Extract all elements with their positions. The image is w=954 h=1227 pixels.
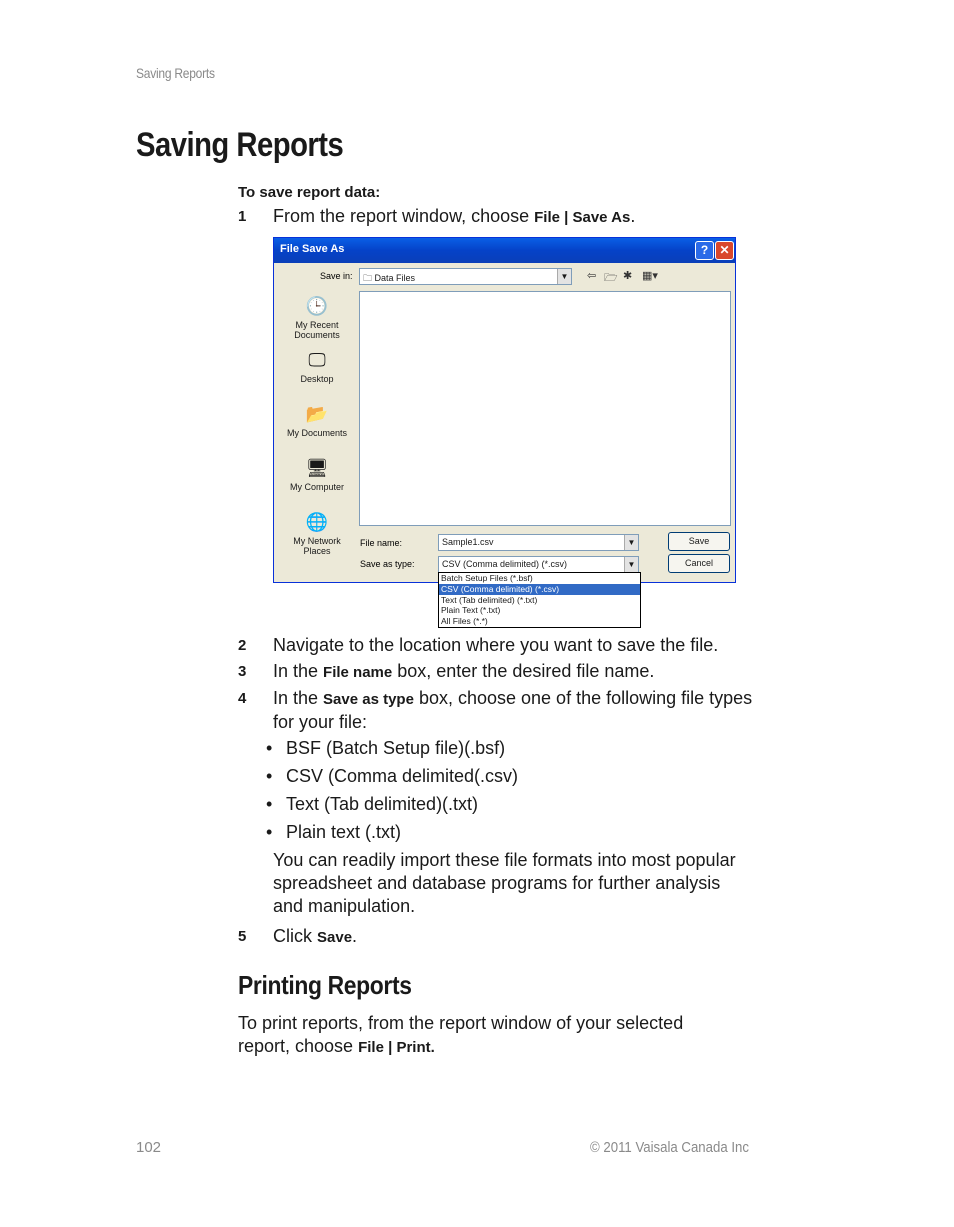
step-number: 4 (238, 690, 247, 707)
type-option[interactable]: Batch Setup Files (*.bsf) (441, 573, 533, 583)
up-folder-icon[interactable]: 🗁 (604, 272, 618, 284)
network-places-icon: 🌐 (305, 512, 329, 532)
step-text: In the Save as type box, choose one of the following file types for your file: (273, 688, 753, 732)
step-text: Navigate to the location where you want to save the file. (273, 635, 719, 655)
my-computer-icon: 🖥 (305, 458, 329, 478)
chevron-down-icon[interactable]: ▼ (624, 557, 638, 572)
formats-paragraph: You can readily import these file formats into most popular spreadsheet and database programs for further analysis and manipulation. (273, 850, 736, 916)
dialog-titlebar (274, 238, 735, 263)
save-as-type-label: Save as type: (360, 559, 415, 569)
desktop-icon: 🖵 (308, 350, 326, 370)
save-in-combo[interactable]: 🗀 Data Files ▼ (359, 268, 572, 285)
file-name-label: File name: (360, 538, 403, 548)
folder-icon: 🗀 (363, 273, 373, 283)
page-title: Saving Reports (136, 126, 344, 164)
type-option[interactable]: All Files (*.*) (441, 616, 488, 627)
file-name-input[interactable]: Sample1.csv ▼ (438, 534, 639, 551)
new-folder-icon[interactable]: ✱ (623, 270, 633, 282)
page-number: 102 (136, 1139, 162, 1156)
step-text: In the File name box, enter the desired file name. (273, 661, 655, 681)
cancel-button[interactable]: Cancel (668, 554, 730, 573)
running-head: Saving Reports (136, 65, 215, 81)
save-in-label: Save in: (320, 271, 353, 281)
place-my-computer[interactable]: 🖥 My Computer (289, 458, 344, 492)
save-as-type-options[interactable] (438, 572, 641, 628)
save-button[interactable]: Save (668, 532, 730, 551)
place-recent-documents[interactable]: 🕒 My Recent Documents (294, 296, 340, 340)
my-documents-icon: 📂 (305, 404, 329, 424)
type-option[interactable]: Text (Tab delimited) (*.txt) (441, 594, 538, 605)
place-network-places[interactable]: 🌐 My Network Places (293, 512, 341, 556)
file-save-as-dialog (273, 237, 736, 583)
dialog-title: File Save As (280, 243, 345, 255)
type-option[interactable]: Plain Text (*.txt) (441, 605, 501, 616)
section-title-printing: Printing Reports (238, 970, 412, 1000)
type-option-selected[interactable]: CSV (Comma delimited) (*.csv) (439, 584, 640, 595)
recent-documents-icon: 🕒 (305, 296, 329, 316)
view-menu-icon[interactable]: ▦▾ (642, 270, 658, 282)
close-icon[interactable]: ✕ (715, 241, 734, 260)
step-number: 5 (238, 928, 247, 945)
step-number: 3 (238, 663, 247, 680)
back-icon[interactable]: ⇦ (587, 270, 597, 282)
procedure-title: To save report data: (238, 184, 381, 201)
step-text: From the report window, choose File | Save As. (273, 206, 636, 226)
save-as-type-select[interactable]: CSV (Comma delimited) (*.csv) ▼ (438, 556, 639, 573)
step-number: 2 (238, 637, 247, 654)
file-list[interactable] (359, 291, 731, 526)
printing-paragraph: To print reports, from the report window of your selected report, choose File | Print. (238, 1013, 684, 1056)
step-text: Click Save. (273, 926, 358, 946)
chevron-down-icon[interactable]: ▼ (557, 269, 571, 284)
step-number: 1 (238, 208, 247, 225)
help-icon[interactable]: ? (695, 241, 714, 260)
place-my-documents[interactable]: 📂 My Documents (286, 404, 348, 438)
chevron-down-icon[interactable]: ▼ (624, 535, 638, 550)
place-desktop[interactable]: 🖵 Desktop (300, 350, 334, 384)
copyright: © 2011 Vaisala Canada Inc (590, 1139, 749, 1156)
